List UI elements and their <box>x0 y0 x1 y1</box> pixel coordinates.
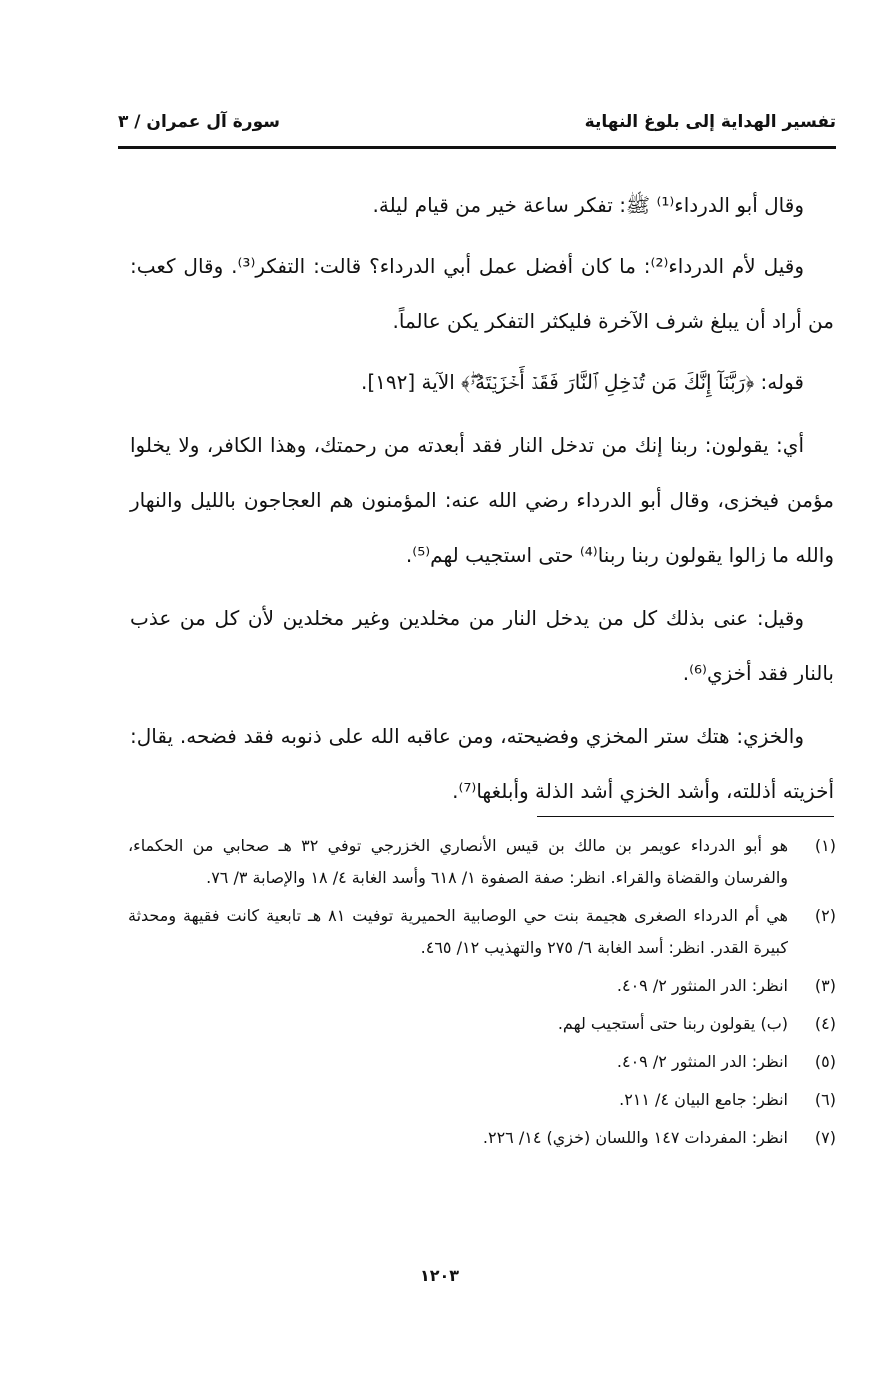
footnote-text: هو أبو الدرداء عويمر بن مالك بن قيس الأنصاري الخزرجي توفي ٣٢ هـ صحابي من الحكماء، والفرسان والقضاة والقراء. انظر: صفة الصفوة ١/ ٦١٨ وأسد الغابة ٤/ ١٨ والإصابة ٣/ ٧٦. <box>128 836 789 887</box>
footnote-separator <box>537 816 834 817</box>
footnote-number: (٣) <box>814 976 836 995</box>
footnote <box>128 1084 836 1116</box>
footnote-number: (١) <box>814 836 836 855</box>
footnote <box>128 900 836 964</box>
footnote-number: (٤) <box>814 1014 836 1033</box>
footnote-number: (٦) <box>814 1090 836 1109</box>
paragraph: وقال أبو الدرداء⁽¹⁾ ﷺ: تفكر ساعة خير من قيام ليلة. <box>372 193 804 217</box>
quran-verse: ﴿رَبَّنَآ إِنَّكَ مَن تُدۡخِلِ ٱلنَّارَ فَقَدۡ أَخۡزَيۡتَهُۥۖ﴾ <box>461 370 755 394</box>
paragraph: والخزي: هتك ستر المخزي وفضيحته، ومن عاقبه الله على ذنوبه فقد فضحه. يقال: أخزيته أذللته، وأشد الخزي أشد الذلة وأبلغها⁽⁷⁾. <box>130 724 834 803</box>
paragraph: وقيل لأم الدرداء⁽²⁾: ما كان أفضل عمل أبي الدرداء؟ قالت: التفكر⁽³⁾. وقال كعب: من أراد أن يبلغ شرف الآخرة فليكثر التفكر يكن عالماً. <box>130 254 834 333</box>
footnote <box>128 830 836 894</box>
verse-prefix: قوله: <box>760 370 804 394</box>
header-rule <box>118 146 836 149</box>
surah-title: سورة آل عمران / ٣ <box>118 112 280 132</box>
footnote-number: (٧) <box>814 1128 836 1147</box>
footnote-text: هي أم الدرداء الصغرى هجيمة بنت حي الوصابية الحميرية توفيت ٨١ هـ تابعية كانت فقيهة ومحدثة كبيرة القدر. انظر: أسد الغابة ٦/ ٢٧٥ والتهذيب ١٢/ ٤٦٥. <box>128 906 788 957</box>
footnotes <box>128 830 836 1160</box>
footnote-number: (٥) <box>814 1052 836 1071</box>
book-title: تفسير الهداية إلى بلوغ النهاية <box>584 112 836 132</box>
footnote-text: انظر: جامع البيان ٤/ ٢١١. <box>619 1090 788 1109</box>
running-header <box>118 112 836 146</box>
paragraph: وقيل: عنى بذلك كل من يدخل النار من مخلدين وغير مخلدين لأن كل من عذب بالنار فقد أخزي⁽⁶⁾. <box>130 606 834 685</box>
footnote <box>128 1122 836 1154</box>
verse-line <box>130 355 834 410</box>
footnote <box>128 1008 836 1040</box>
footnote <box>128 970 836 1002</box>
paragraph: أي: يقولون: ربنا إنك من تدخل النار فقد أبعدته من رحمتك، وهذا الكافر، ولا يخلوا مؤمن فيخزى، وقال أبو الدرداء رضي الله عنه: المؤمنون هم العجاجون بالليل والنهار والله ما زالوا يقولون ربنا ربنا⁽⁴⁾ حتى استجيب لهم⁽⁵⁾. <box>130 433 834 567</box>
footnote-number: (٢) <box>814 906 836 925</box>
footnote-text: (ب) يقولون ربنا حتى أستجيب لهم. <box>557 1014 788 1033</box>
footnote <box>128 1046 836 1078</box>
footnote-text: انظر: الدر المنثور ٢/ ٤٠٩. <box>616 976 788 995</box>
verse-reference: الآية [١٩٢]. <box>360 370 455 394</box>
main-text <box>130 178 834 825</box>
footnote-text: انظر: المفردات ١٤٧ واللسان (خزي) ١٤/ ٢٢٦. <box>482 1128 788 1147</box>
footnote-text: انظر: الدر المنثور ٢/ ٤٠٩. <box>616 1052 788 1071</box>
page-number: ١٢٠٣ <box>419 1266 460 1285</box>
